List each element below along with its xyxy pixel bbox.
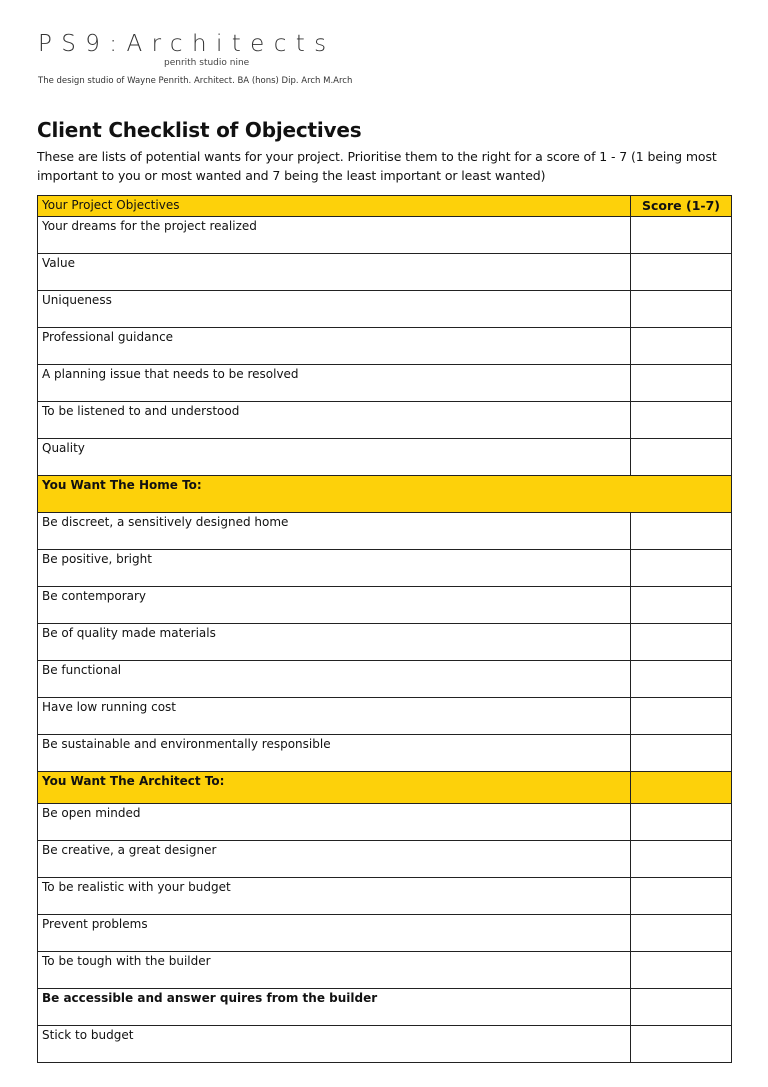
score-field[interactable] [631,439,732,476]
objective-label: A planning issue that needs to be resolved [38,365,631,402]
score-field[interactable] [631,624,732,661]
section-heading-home [38,476,732,513]
objective-label: Have low running cost [38,698,631,735]
objective-label: Uniqueness [38,291,631,328]
section-heading-architect [38,772,732,804]
objective-label: Be contemporary [38,587,631,624]
objective-label: Be of quality made materials [38,624,631,661]
section-heading-label: You Want The Home To: [38,476,732,513]
studio-name: penrith studio nine [164,58,250,68]
score-field[interactable] [631,550,732,587]
score-field[interactable] [631,989,732,1026]
score-field[interactable] [631,735,732,772]
page-title: Client Checklist of Objectives [37,118,362,142]
table-row [38,841,732,878]
table-row [38,735,732,772]
table-row [38,587,732,624]
objective-label: Be discreet, a sensitively designed home [38,513,631,550]
objective-label: Be creative, a great designer [38,841,631,878]
table-row [38,698,732,735]
objective-label: Your dreams for the project realized [38,217,631,254]
table-row [38,365,732,402]
table-row [38,915,732,952]
table-row [38,439,732,476]
objective-label: Professional guidance [38,328,631,365]
score-field[interactable] [631,804,732,841]
studio-tagline: The design studio of Wayne Penrith. Architect. BA (hons) Dip. Arch M.Arch [38,76,353,86]
objectives-table [37,195,732,1063]
score-field[interactable] [631,698,732,735]
objective-label: Value [38,254,631,291]
table-row [38,291,732,328]
objective-label: Be open minded [38,804,631,841]
objectives-column-header: Your Project Objectives [38,196,631,217]
score-field[interactable] [631,402,732,439]
table-row [38,254,732,291]
objective-label: To be tough with the builder [38,952,631,989]
score-field[interactable] [631,878,732,915]
objective-label: Be sustainable and environmentally responsible [38,735,631,772]
score-field[interactable] [631,328,732,365]
table-row [38,878,732,915]
company-logo: PS9:Architects [38,31,336,57]
score-field[interactable] [631,915,732,952]
score-field[interactable] [631,254,732,291]
objective-label: Prevent problems [38,915,631,952]
table-row [38,402,732,439]
score-field[interactable] [631,952,732,989]
intro-text: These are lists of potential wants for your project. Prioritise them to the right for a score of 1 - 7 (1 being most important to you or most wanted and 7 being the least important or least wanted) [37,149,717,183]
objective-label: Be accessible and answer quires from the builder [38,989,631,1026]
objective-label: To be listened to and understood [38,402,631,439]
table-row [38,513,732,550]
table-row [38,804,732,841]
objective-label: Be functional [38,661,631,698]
section-heading-label: You Want The Architect To: [38,772,631,804]
score-column-header: Score (1-7) [631,196,732,217]
objective-label: Quality [38,439,631,476]
objective-label: To be realistic with your budget [38,878,631,915]
objective-label: Be positive, bright [38,550,631,587]
score-field[interactable] [631,841,732,878]
table-row [38,550,732,587]
score-field[interactable] [631,661,732,698]
table-row [38,989,732,1026]
score-field[interactable] [631,217,732,254]
objective-label: Stick to budget [38,1026,631,1063]
section-heading-score-cell [631,772,732,804]
table-row [38,661,732,698]
table-row [38,624,732,661]
table-row [38,217,732,254]
table-row [38,328,732,365]
score-field[interactable] [631,1026,732,1063]
score-field[interactable] [631,513,732,550]
table-header-row [38,196,732,217]
score-field[interactable] [631,291,732,328]
table-row [38,1026,732,1063]
score-field[interactable] [631,365,732,402]
score-field[interactable] [631,587,732,624]
table-row [38,952,732,989]
